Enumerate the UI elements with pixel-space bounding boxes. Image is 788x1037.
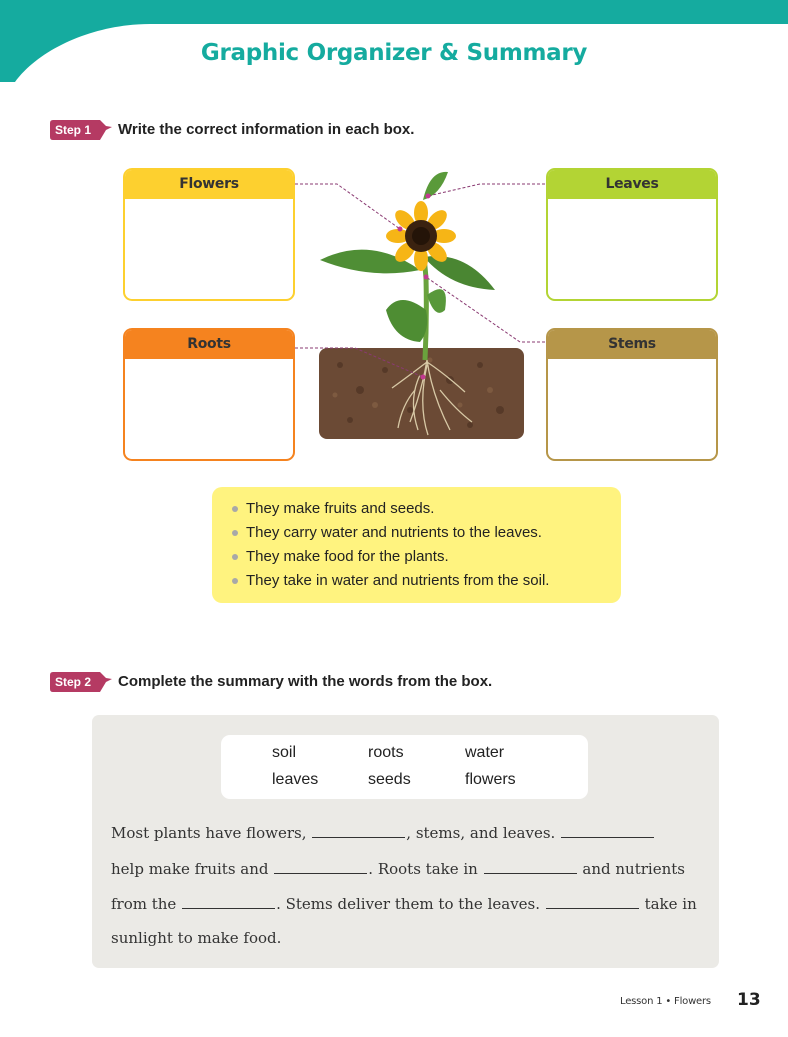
- answer-blank[interactable]: [274, 859, 367, 874]
- summary-line-3: [111, 894, 697, 913]
- flowers-box[interactable]: [123, 168, 295, 301]
- roots-box-header: Roots: [125, 330, 293, 359]
- bullet-icon: [232, 506, 238, 512]
- summary-fragment: from the: [111, 895, 177, 913]
- summary-fragment: , stems, and leaves.: [406, 824, 556, 842]
- footer-lesson-label: Lesson 1 • Flowers: [620, 996, 711, 1007]
- page-title: Graphic Organizer & Summary: [200, 40, 588, 66]
- summary-fragment: Most plants have flowers,: [111, 824, 307, 842]
- summary-fragment: . Roots take in: [368, 860, 478, 878]
- stems-box-header: Stems: [548, 330, 716, 359]
- flowers-box-header: Flowers: [125, 170, 293, 199]
- info-item-text: They make fruits and seeds.: [246, 500, 435, 517]
- step1-tag: [50, 120, 112, 140]
- info-item: [232, 497, 621, 521]
- step1-instruction: Write the correct information in each box.: [118, 121, 415, 138]
- roots-box-answer-area[interactable]: [125, 359, 293, 461]
- summary-fragment: help make fruits and: [111, 860, 269, 878]
- info-item: [232, 569, 621, 593]
- summary-fragment: and nutrients: [582, 860, 685, 878]
- info-item: [232, 545, 621, 569]
- leaves-box[interactable]: [546, 168, 718, 301]
- step1-tag-label: Step 1: [55, 123, 92, 137]
- step2-instruction: Complete the summary with the words from the box.: [118, 673, 493, 690]
- info-item-text: They carry water and nutrients to the leaves.: [246, 524, 542, 541]
- answer-blank[interactable]: [561, 823, 654, 838]
- word-bank-item: seeds: [368, 771, 411, 788]
- word-bank-item: soil: [272, 744, 297, 761]
- flowers-box-answer-area[interactable]: [125, 199, 293, 301]
- info-item: [232, 521, 621, 545]
- word-bank-item: roots: [368, 744, 404, 761]
- bullet-icon: [232, 530, 238, 536]
- summary-fragment: take in: [644, 895, 697, 913]
- summary-line-2: [111, 859, 685, 878]
- info-item-text: They make food for the plants.: [246, 548, 449, 565]
- answer-blank[interactable]: [546, 894, 639, 909]
- page-number: 13: [737, 990, 761, 1010]
- leaves-box-header: Leaves: [548, 170, 716, 199]
- summary-fragment: . Stems deliver them to the leaves.: [276, 895, 541, 913]
- summary-fragment: sunlight to make food.: [111, 929, 282, 947]
- stems-box-answer-area[interactable]: [548, 359, 716, 461]
- step2-tag: [50, 672, 112, 692]
- roots-box[interactable]: [123, 328, 295, 461]
- answer-blank[interactable]: [484, 859, 577, 874]
- info-list: [232, 497, 621, 593]
- word-bank-item: leaves: [272, 771, 319, 788]
- stems-box[interactable]: [546, 328, 718, 461]
- step2-tag-label: Step 2: [55, 675, 92, 689]
- bullet-icon: [232, 578, 238, 584]
- answer-blank[interactable]: [312, 823, 405, 838]
- summary-line-4: [111, 929, 281, 947]
- sunflower-plant-illustration: [290, 160, 550, 445]
- answer-blank[interactable]: [182, 894, 275, 909]
- word-bank-item: water: [465, 744, 505, 761]
- info-item-text: They take in water and nutrients from the soil.: [246, 572, 550, 589]
- word-bank-item: flowers: [465, 771, 516, 788]
- bullet-icon: [232, 554, 238, 560]
- info-box: [212, 487, 621, 603]
- summary-line-1: [111, 823, 655, 842]
- leaves-box-answer-area[interactable]: [548, 199, 716, 301]
